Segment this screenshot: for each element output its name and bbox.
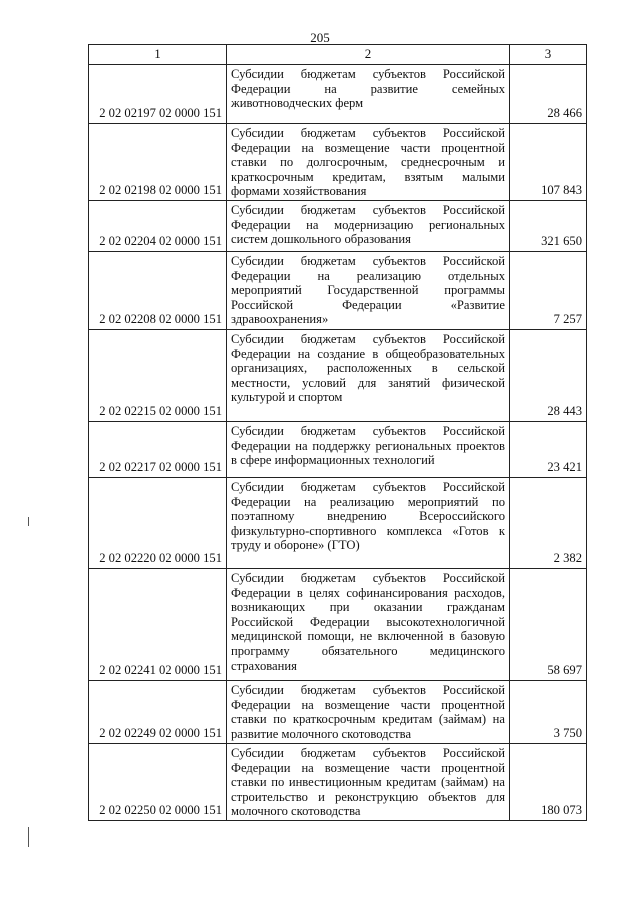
- row-amount: 2 382: [510, 477, 587, 568]
- row-amount: 28 443: [510, 329, 587, 421]
- row-code: 2 02 02198 02 0000 151: [89, 124, 227, 201]
- row-code: 2 02 02215 02 0000 151: [89, 329, 227, 421]
- table-row: [89, 124, 587, 201]
- row-amount: 28 466: [510, 65, 587, 124]
- row-description: Субсидии бюджетам субъектов Российской Федерации на возмещение части процентной ставки по инвестиционным кредитам (займам) на строительство и реконструкцию объектов для молочного скотоводства: [227, 743, 510, 820]
- table-row: [89, 421, 587, 477]
- table-row: [89, 65, 587, 124]
- row-code: 2 02 02204 02 0000 151: [89, 200, 227, 251]
- column-header-2: 2: [227, 45, 510, 65]
- row-amount: 7 257: [510, 251, 587, 329]
- row-amount: 23 421: [510, 421, 587, 477]
- row-code: 2 02 02241 02 0000 151: [89, 568, 227, 680]
- row-description: Субсидии бюджетам субъектов Российской Федерации на создание в общеобразовательных организациях, расположенных в сельской местности, условий для занятий физической культурой и спортом: [227, 329, 510, 421]
- column-header-1: 1: [89, 45, 227, 65]
- table-row: [89, 251, 587, 329]
- table-row: [89, 477, 587, 568]
- table-header-row: [89, 45, 587, 65]
- row-description: Субсидии бюджетам субъектов Российской Федерации на реализацию мероприятий по поэтапному внедрению Всероссийского физкультурно-спортивного комплекса «Готов к труду и обороне» (ГТО): [227, 477, 510, 568]
- row-code: 2 02 02249 02 0000 151: [89, 680, 227, 743]
- page-number: 205: [310, 30, 330, 45]
- row-code: 2 02 02220 02 0000 151: [89, 477, 227, 568]
- row-code: 2 02 02197 02 0000 151: [89, 65, 227, 124]
- table-row: [89, 329, 587, 421]
- row-code: 2 02 02208 02 0000 151: [89, 251, 227, 329]
- table-row: [89, 743, 587, 820]
- row-description: Субсидии бюджетам субъектов Российской Федерации на реализацию отдельных мероприятий Государственной программы Российской Федерации «Развитие здравоохранения»: [227, 251, 510, 329]
- budget-table: [88, 44, 587, 821]
- row-amount: 107 843: [510, 124, 587, 201]
- row-description: Субсидии бюджетам субъектов Российской Федерации на возмещение части процентной ставки по краткосрочным кредитам (займам) на развитие молочного скотоводства: [227, 680, 510, 743]
- column-header-3: 3: [510, 45, 587, 65]
- row-description: Субсидии бюджетам субъектов Российской Федерации на поддержку региональных проектов в сфере информационных технологий: [227, 421, 510, 477]
- row-amount: 180 073: [510, 743, 587, 820]
- left-margin-mark: [28, 517, 29, 526]
- row-amount: 58 697: [510, 568, 587, 680]
- table-row: [89, 568, 587, 680]
- row-description: Субсидии бюджетам субъектов Российской Федерации в целях софинансирования расходов, возникающих при оказании гражданам Российской Федерации высокотехнологичной медицинской помощи, не включенной в базовую программу обязательного медицинского страхования: [227, 568, 510, 680]
- row-description: Субсидии бюджетам субъектов Российской Федерации на возмещение части процентной ставки по долгосрочным, среднесрочным и краткосрочным кредитам, взятым малыми формами хозяйствования: [227, 124, 510, 201]
- row-amount: 321 650: [510, 200, 587, 251]
- row-code: 2 02 02250 02 0000 151: [89, 743, 227, 820]
- row-amount: 3 750: [510, 680, 587, 743]
- row-description: Субсидии бюджетам субъектов Российской Федерации на развитие семейных животноводческих ферм: [227, 65, 510, 124]
- row-description: Субсидии бюджетам субъектов Российской Федерации на модернизацию региональных систем дошкольного образования: [227, 200, 510, 251]
- left-margin-mark: [28, 827, 29, 847]
- table-row: [89, 200, 587, 251]
- table-row: [89, 680, 587, 743]
- row-code: 2 02 02217 02 0000 151: [89, 421, 227, 477]
